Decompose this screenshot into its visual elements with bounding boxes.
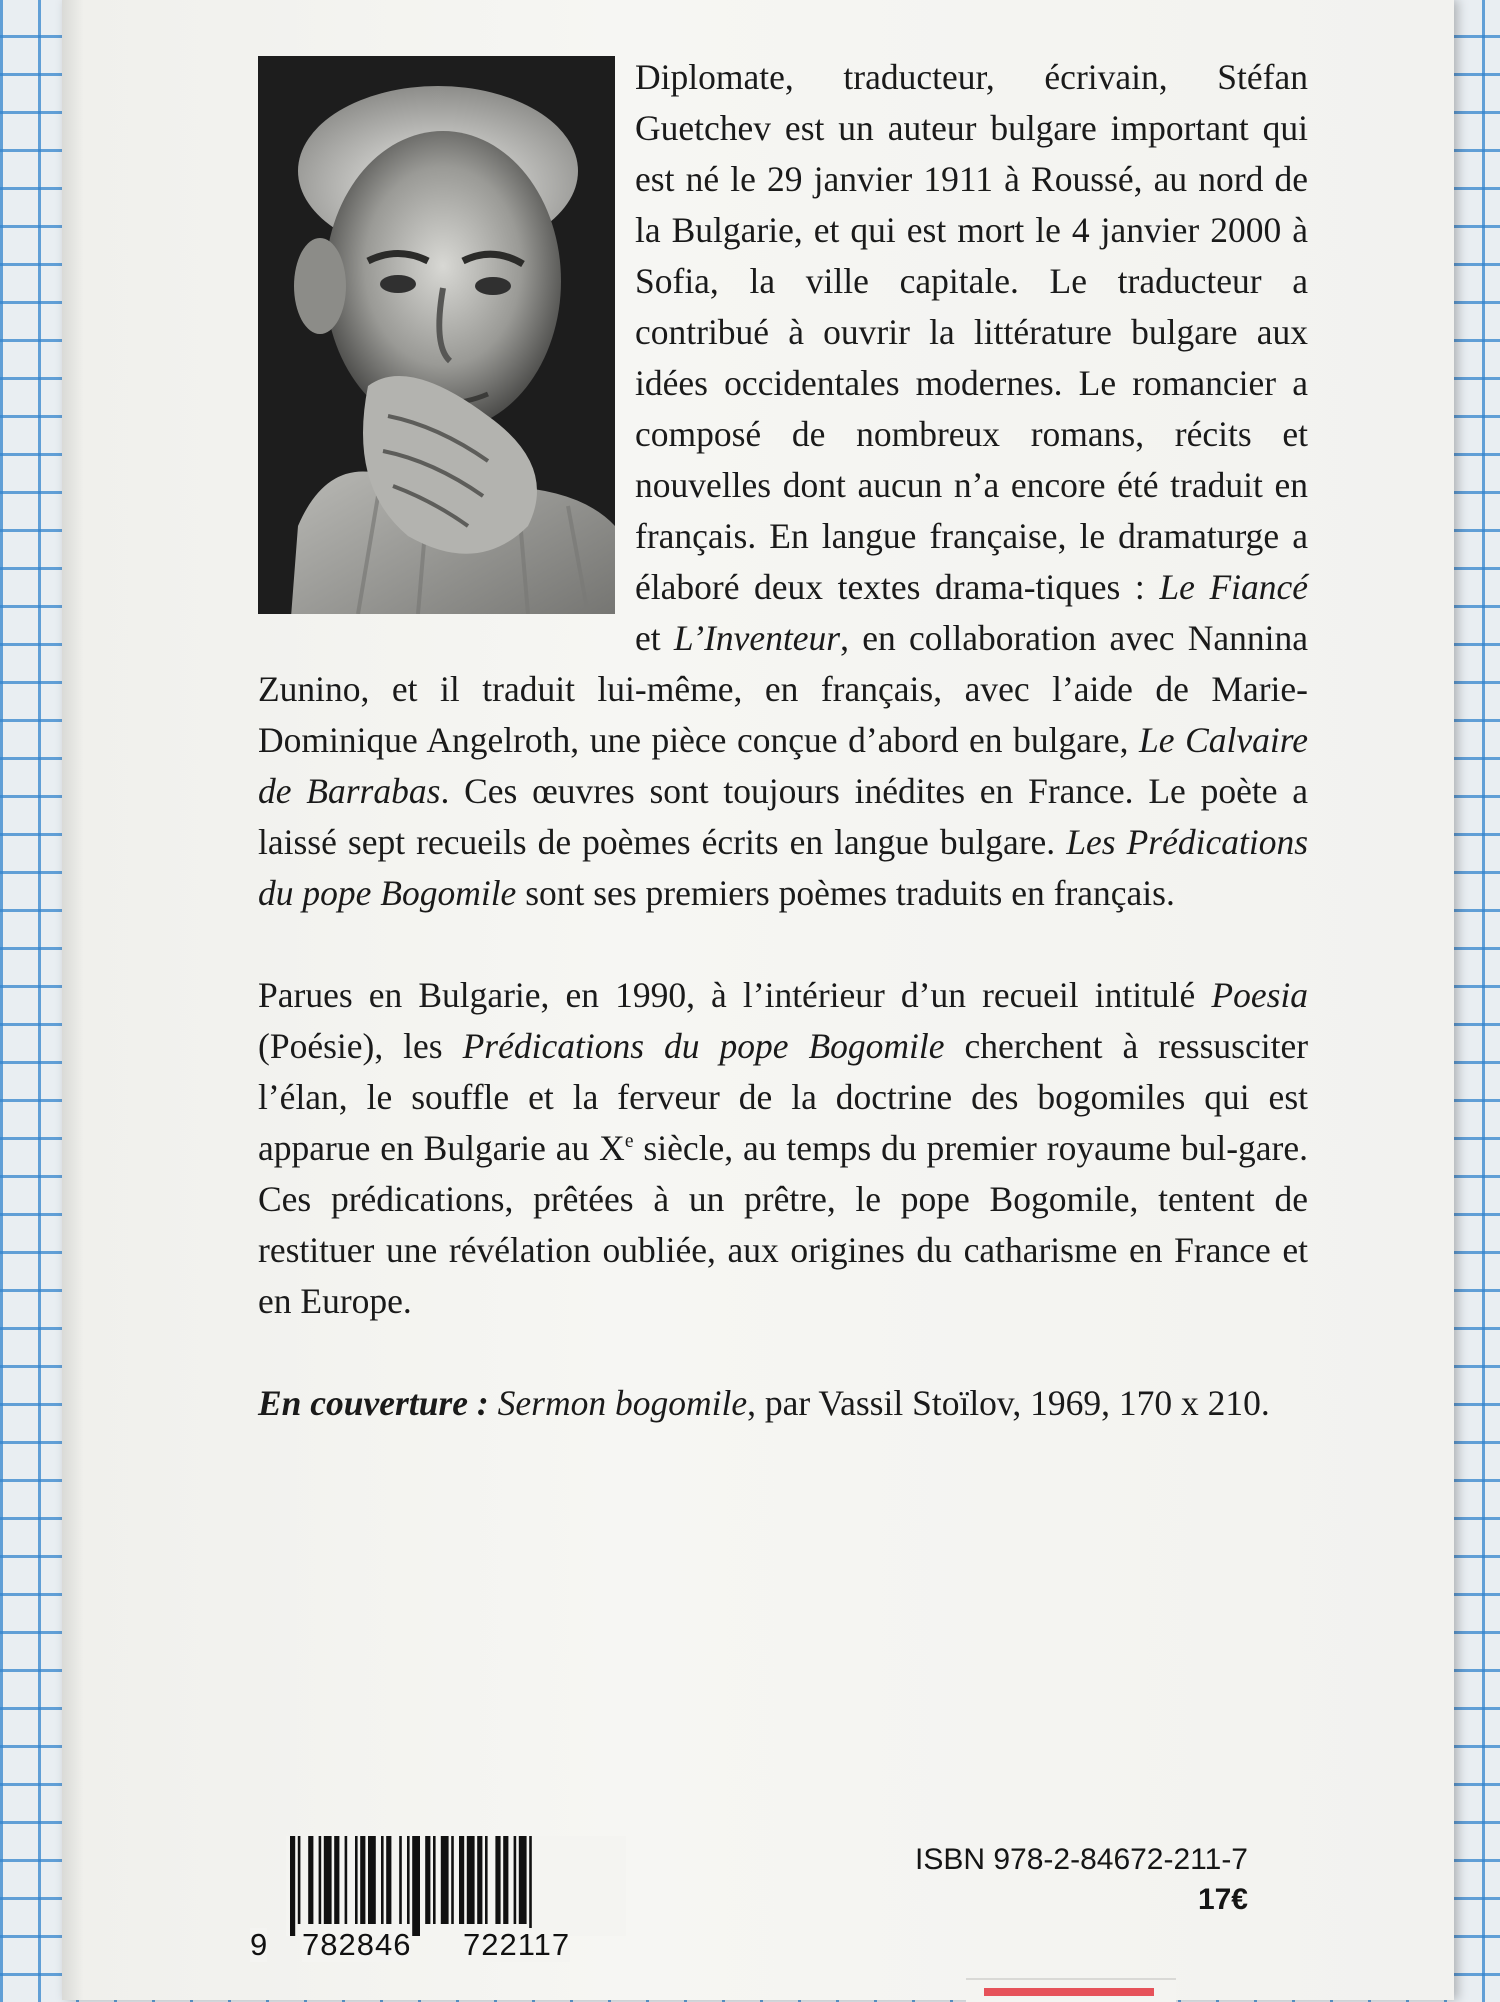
barcode-bar [503,1836,508,1924]
barcode-bar [412,1836,420,1936]
barcode-bar [355,1836,358,1924]
summary-text-4: siècle, au temps du premier royaume bul-gare. Ces prédications, prêtées à un prêtre, le pope Bogomile, tentent de restituer une révélation oubliée, aux origines du catharisme en France et en Europe. [258,1128,1309,1321]
portrait-image [258,56,615,614]
isbn-block [915,1840,1248,1920]
title-l-inventeur: L’Inventeur [673,618,841,658]
isbn-number: ISBN 978-2-84672-211-7 [915,1843,1248,1876]
barcode-bar [529,1836,532,1936]
barcode-bar [441,1836,449,1924]
credits-rest: , par Vassil Stoïlov, 1969, 170 x 210. [747,1383,1270,1423]
barcode-bar [495,1836,500,1924]
barcode-bar [451,1836,454,1924]
title-predications: Prédications du pope Bogomile [462,1026,945,1066]
title-le-calvaire: Le Calvaire de Barrabas [258,720,1309,811]
barcode-bar [334,1836,339,1924]
barcode-digits-left: 782846 [302,1927,412,1962]
summary-text-2: (Poésie), les [258,1026,443,1066]
summary-paragraph [258,970,1308,1327]
century-superscript: e [624,1131,634,1153]
cover-text [258,52,1308,1429]
bio-text-4: sont ses premiers poèmes traduits en français. [525,873,1175,913]
barcode-bar [360,1836,365,1924]
summary-text-1: Parues en Bulgarie, en 1990, à l’intérieur d’un recueil intitulé [258,975,1196,1015]
barcode-bar [368,1836,376,1924]
barcode-bar [514,1836,517,1924]
bio-text-2: , en collaboration avec Nannina Zunino, et il traduit lui-même, en français, avec l’aide de Marie-Dominique Angelroth, une pièce conçue d’abord en bulgare, [258,618,1308,760]
book-back-cover [62,0,1454,2000]
barcode-bar [433,1836,436,1924]
barcode-bar [459,1836,464,1924]
bio-text-1: Diplomate, traducteur, écrivain, Stéfan Guetchev est un auteur bulgare important qui est né le 29 janvier 1911 à Roussé, au nord de la Bulgarie, et qui est mort le 4 janvier 2000 à Sofia, la ville capitale. Le traducteur a contribué à ouvrir la littérature bulgare aux idées occidentales modernes. Le romancier a composé de nombreux romans, récits et nouvelles dont aucun n’a encore été traduit en français. En langue française, le dramaturge a élaboré deux textes drama-tiques : [635,57,1308,607]
credits-lead: En couverture : [258,1383,489,1423]
barcode-digits-right: 722117 [463,1927,571,1962]
title-le-fiance: Le Fiancé [1159,567,1309,607]
barcode-bar [467,1836,475,1924]
barcode-bar [345,1836,348,1924]
barcode-bar [381,1836,384,1924]
barcode-bar [477,1836,482,1924]
barcode-bar [425,1836,430,1924]
barcode-digit-first: 9 [250,1927,268,1962]
barcode-bar [386,1836,391,1924]
author-portrait [258,56,615,614]
summary-text-3: cherchent à ressusciter l’élan, le souffle et la ferveur de la doctrine des bogomiles qui est apparue en Bulgarie au X [258,1026,1309,1168]
cover-credits [258,1378,1308,1429]
bio-conjunction: et [635,618,661,658]
bio-text-3: . Ces œuvres sont toujours inédites en France. Le poète a laissé sept recueils de poèmes écrits en langue bulgare. [258,771,1309,862]
barcode-bar [308,1836,313,1924]
barcode [250,1832,640,1960]
title-poesia: Poesia [1211,975,1309,1015]
barcode-bar [324,1836,332,1924]
credits-work-title: Sermon bogomile [497,1383,748,1423]
price-label: 17€ [1197,1883,1248,1916]
barcode-bar [485,1836,488,1924]
barcode-bars [286,1836,626,1936]
barcode-bars-svg [286,1836,626,1936]
barcode-bar [407,1836,410,1924]
barcode-bar [519,1836,527,1924]
price-sticker [966,1978,1176,2002]
barcode-bar [298,1836,301,1924]
title-les-predications: Les Prédications du pope Bogomile [258,822,1309,913]
barcode-bar [399,1836,402,1924]
barcode-bar [319,1836,322,1924]
barcode-bar [290,1836,295,1936]
